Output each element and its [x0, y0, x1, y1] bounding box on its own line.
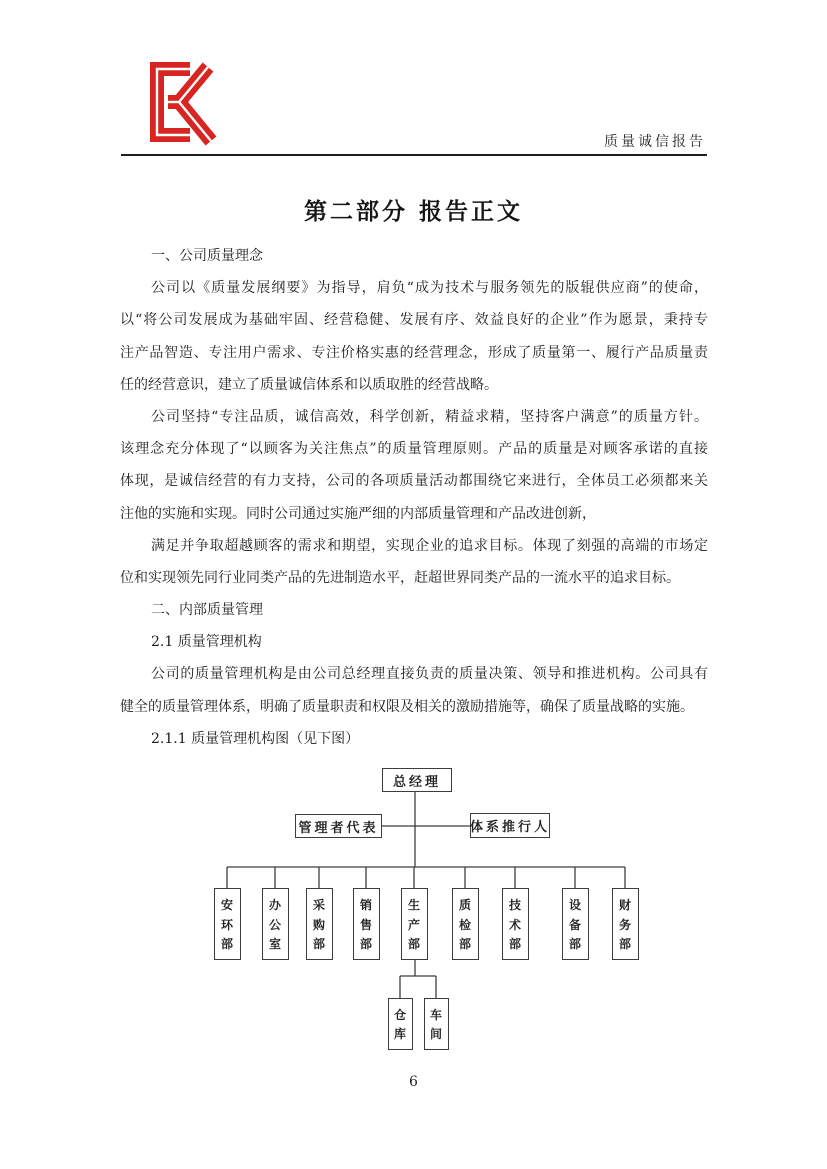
org-node-char: 财: [618, 898, 631, 912]
body-line: 健全的质量管理体系，明确了质量职责和权限及相关的激励措施等，确保了质量战略的实施。: [120, 698, 694, 715]
page-number: 6: [409, 1074, 418, 1090]
org-node-char: 间: [429, 1027, 442, 1041]
org-node-char: 术: [508, 917, 521, 932]
body-line: 一、公司质量理念: [151, 248, 263, 264]
header-doc-title: 质量诚信报告: [604, 134, 706, 150]
org-sub-box: [388, 998, 413, 1050]
org-node-system-implementer: 体系推行人: [470, 813, 550, 838]
org-node-char: 部: [508, 937, 521, 951]
org-node-char: 公: [268, 917, 281, 932]
body-line: 任的经营意识，建立了质量诚信体系和以质取胜的经营战略。: [120, 376, 498, 393]
org-dept-box: [306, 888, 333, 960]
body-text: [120, 240, 708, 755]
org-dept-box: [452, 888, 479, 960]
org-dept-box: [502, 888, 529, 960]
page-title: 第二部分 报告正文: [303, 198, 523, 225]
org-node-char: 仓: [393, 1008, 406, 1022]
org-node-char: 生: [407, 898, 420, 912]
body-line: 位和实现领先同行业同类产品的先进制造水平，赶超世界同类产品的一流水平的追求目标。: [120, 569, 680, 586]
org-dept-box: [562, 888, 589, 960]
org-sub-box: [424, 998, 449, 1050]
body-line: 公司的质量管理机构是由公司总经理直接负责的质量决策、领导和推进机构。公司具有: [151, 666, 708, 683]
org-node-char: 产: [407, 917, 420, 932]
org-dept-box: [401, 888, 428, 960]
body-line: 注他的实施和实现。同时公司通过实施严细的内部质量管理和产品改进创新，: [120, 505, 596, 522]
org-node-char: 部: [407, 937, 420, 951]
body-line: 注产品智造、专注用户需求、专注价格实惠的经营理念，形成了质量第一、履行产品质量责: [120, 344, 708, 361]
org-node-char: 设: [568, 898, 581, 912]
body-line: 满足并争取超越顾客的需求和期望，实现企业的追求目标。体现了刻强的高端的市场定: [151, 537, 708, 554]
org-node-char: 备: [568, 917, 581, 932]
org-node-char: 环: [220, 917, 233, 932]
org-node-char: 部: [618, 937, 631, 951]
org-dept-box: [262, 888, 289, 960]
org-dept-box: [214, 888, 241, 960]
body-line: 该理念充分体现了“以顾客为关注焦点”的质量管理原则。产品的质量是对顾客承诺的直接: [120, 441, 708, 458]
org-node-char: 务: [618, 917, 631, 932]
org-dept-box: [612, 888, 639, 960]
org-dept-box: [353, 888, 380, 960]
org-node-char: 采: [312, 898, 325, 912]
org-node-char: 部: [458, 937, 471, 951]
org-node-char: 室: [268, 937, 281, 951]
org-node-char: 车: [429, 1008, 442, 1022]
org-node-char: 质: [458, 898, 471, 912]
org-node-char: 部: [359, 937, 372, 951]
body-line: 公司以《质量发展纲要》为指导，肩负“成为技术与服务领先的版辊供应商”的使命，: [151, 280, 708, 297]
company-logo: [138, 56, 226, 150]
org-node-management-representative: 管理者代表: [295, 814, 382, 838]
org-node-char: 购: [312, 917, 325, 932]
org-node-char: 安: [220, 898, 233, 912]
org-node-general-manager: 总经理: [382, 768, 452, 792]
body-line: 体现，是诚信经营的有力支持，公司的各项质量活动都围绕它来进行，全体员工必须都来关: [120, 473, 708, 490]
body-line: 二、内部质量管理: [151, 602, 263, 619]
org-node-char: 部: [568, 937, 581, 951]
org-node-char: 售: [359, 917, 372, 932]
body-line: 2.1.1 质量管理机构图（见下图）: [151, 730, 360, 747]
body-line: 以“将公司发展成为基础牢固、经营稳健、发展有序、效益良好的企业”作为愿景，秉持专: [120, 312, 708, 329]
org-node-char: 部: [312, 937, 325, 951]
org-node-char: 办: [268, 898, 281, 912]
k-logo-icon: [138, 56, 226, 148]
body-line: 2.1 质量管理机构: [151, 634, 262, 651]
header-divider: [121, 154, 707, 156]
org-node-char: 技: [508, 898, 521, 912]
org-node-char: 销: [359, 898, 372, 912]
org-node-char: 检: [458, 917, 471, 932]
body-line: 公司坚持“专注品质，诚信高效，科学创新，精益求精，坚持客户满意”的质量方针。: [151, 408, 708, 425]
org-node-char: 部: [220, 937, 233, 951]
org-node-char: 库: [393, 1027, 406, 1041]
